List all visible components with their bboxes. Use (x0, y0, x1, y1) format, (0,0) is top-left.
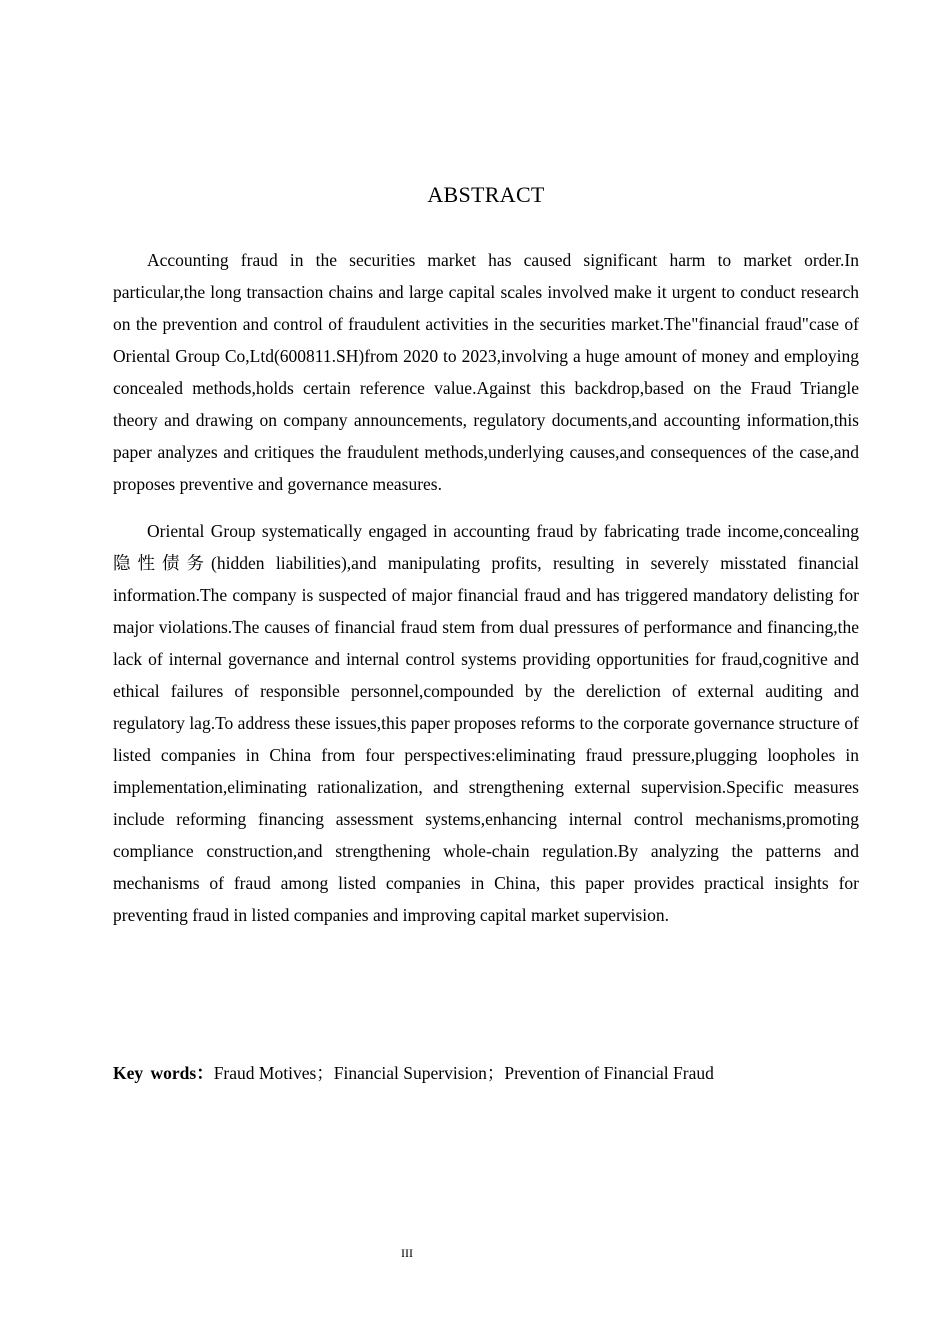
keywords-label: Key words： (113, 1063, 214, 1083)
abstract-body (113, 244, 859, 931)
keywords-text: Fraud Motives；Financial Supervision；Prevention of Financial Fraud (213, 1063, 714, 1083)
keywords-line (113, 1057, 859, 1089)
abstract-paragraph-2: Oriental Group systematically engaged in accounting fraud by fabricating trade income,concealing 隐性债务(hidden liabilities),and manipulating profits, resulting in severely misstated financial information.The company is suspected of major financial fraud and has triggered mandatory delisting for major violations.The causes of financial fraud stem from dual pressures of performance and financing,the lack of internal governance and internal control systems providing opportunities for fraud,cognitive and ethical failures of responsible personnel,compounded by the dereliction of external auditing and regulatory lag.To address these issues,this paper proposes reforms to the corporate governance structure of listed companies in China from four perspectives:eliminating fraud pressure,plugging loopholes in implementation,eliminating rationalization, and strengthening external supervision.Specific measures include reforming financing assessment systems,enhancing internal control mechanisms,promoting compliance construction,and strengthening whole-chain regulation.By analyzing the patterns and mechanisms of fraud among listed companies in China, this paper provides practical insights for preventing fraud in listed companies and improving capital market supervision. (113, 521, 859, 925)
page-number: III (401, 1246, 413, 1260)
abstract-title: ABSTRACT (427, 182, 545, 207)
abstract-paragraph-1: Accounting fraud in the securities market has caused significant harm to market order.In particular,the long transaction chains and large capital scales involved make it urgent to conduct research on the prevention and control of fraudulent activities in the securities market.The"financial fraud"case of Oriental Group Co,Ltd(600811.SH)from 2020 to 2023,involving a huge amount of money and employing concealed methods,holds certain reference value.Against this backdrop,based on the Fraud Triangle theory and drawing on company announcements, regulatory documents,and accounting information,this paper analyzes and critiques the fraudulent methods,underlying causes,and consequences of the case,and proposes preventive and governance measures. (113, 250, 859, 494)
